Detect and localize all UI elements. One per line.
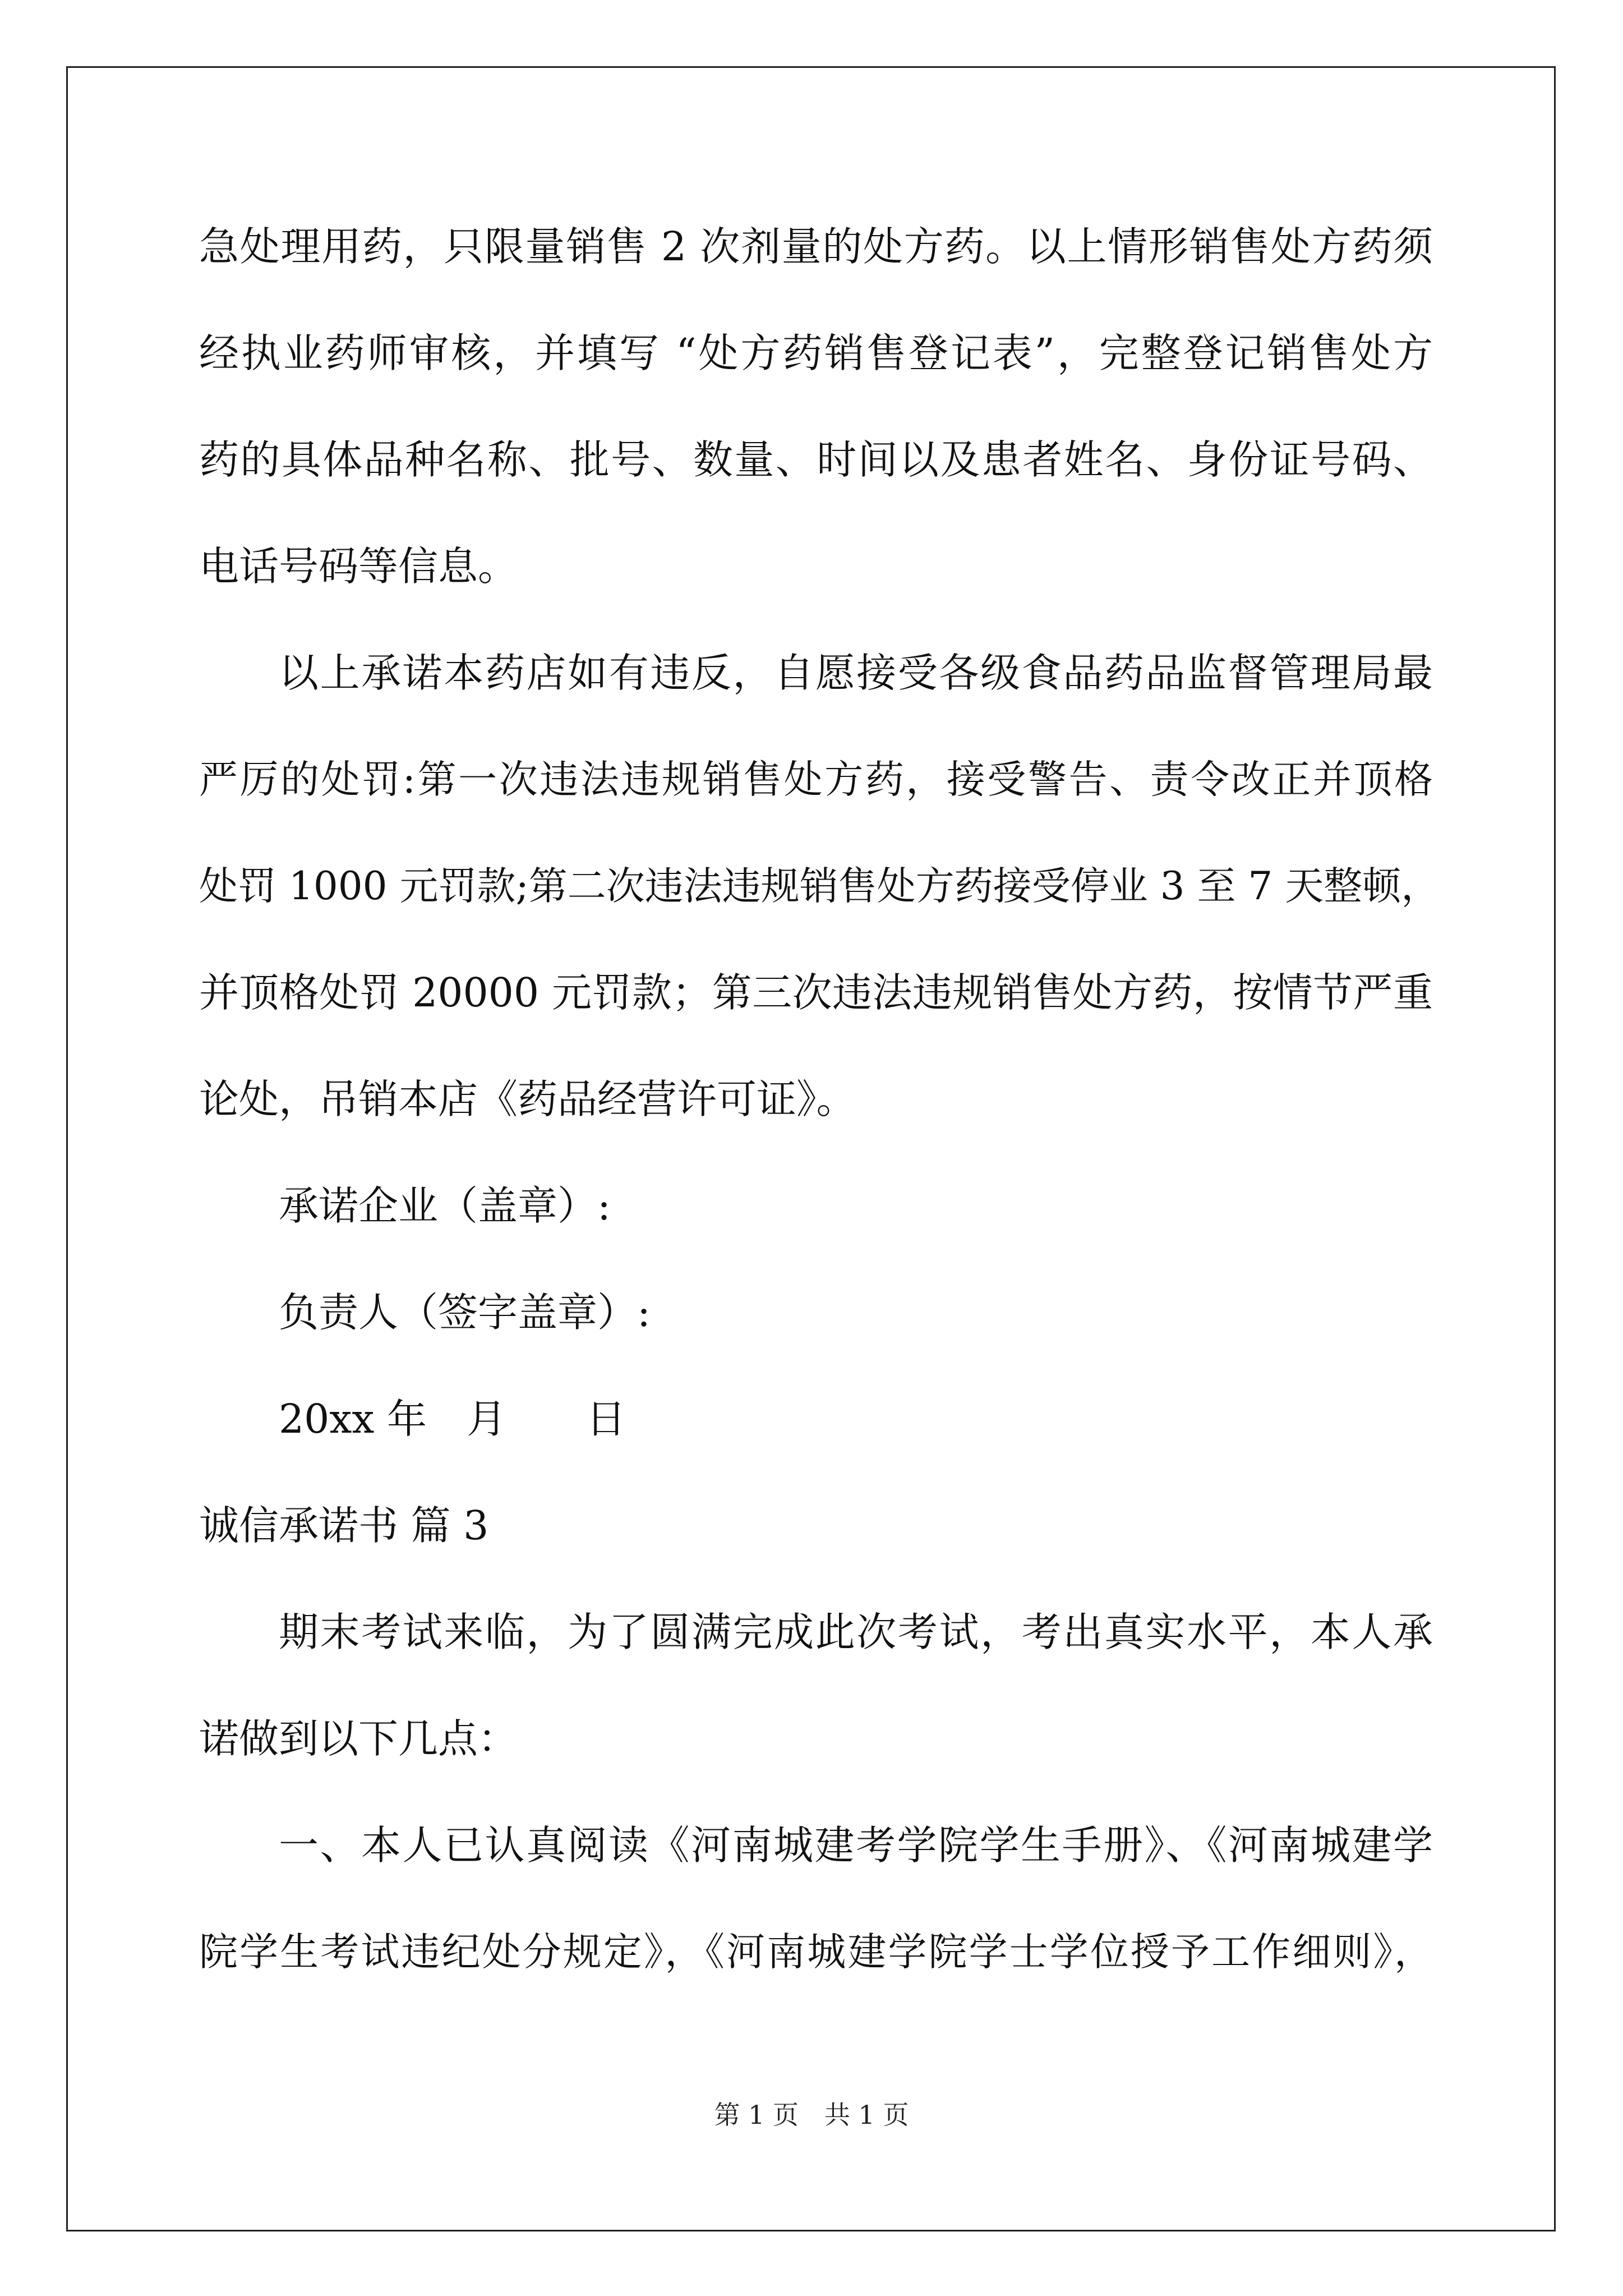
- text-line: 处罚 1000 元罚款;第二次违法违规销售处方药接受停业 3 至 7 天整顿，: [199, 864, 1440, 909]
- signature-company-label: 承诺企业（盖章）:: [279, 1182, 611, 1229]
- section-heading: 诚信承诺书 篇 3: [199, 1502, 489, 1549]
- text-line: 院学生考试违纪处分规定》，《河南城建学院学士学位授予工作细则》，: [199, 1930, 1433, 1975]
- text-line: 诺做到以下几点：: [199, 1715, 518, 1762]
- date-line: 20xx 年 月 日: [279, 1396, 626, 1442]
- page-number-footer: 第 1 页 共 1 页: [714, 2100, 909, 2130]
- text-line: 严厉的处罚:第一次违法违规销售处方药，接受警告、责令改正并顶格: [199, 757, 1433, 802]
- text-line: 急处理用药，只限量销售 2 次剂量的处方药。以上情形销售处方药须: [199, 223, 1433, 270]
- page-border: [66, 66, 1556, 2231]
- text-line: 经执业药师审核，并填写 “处方药销售登记表”，完整登记销售处方: [199, 330, 1433, 376]
- text-line: 药的具体品种名称、批号、数量、时间以及患者姓名、身份证号码、: [199, 436, 1433, 483]
- signature-person-label: 负责人（签字盖章）:: [279, 1289, 651, 1336]
- text-line: 一、本人已认真阅读《河南城建考学院学生手册》、《河南城建学: [279, 1822, 1433, 1869]
- text-line: 论处，吊销本店《药品经营许可证》。: [199, 1076, 856, 1122]
- text-line: 并顶格处罚 20000 元罚款；第三次违法违规销售处方药，按情节严重: [199, 969, 1433, 1016]
- text-line: 期末考试来临，为了圆满完成此次考试，考出真实水平，本人承: [279, 1609, 1433, 1655]
- text-line: 以上承诺本药店如有违反，自愿接受各级食品药品监督管理局最: [279, 650, 1433, 696]
- text-line: 电话号码等信息。: [199, 543, 518, 590]
